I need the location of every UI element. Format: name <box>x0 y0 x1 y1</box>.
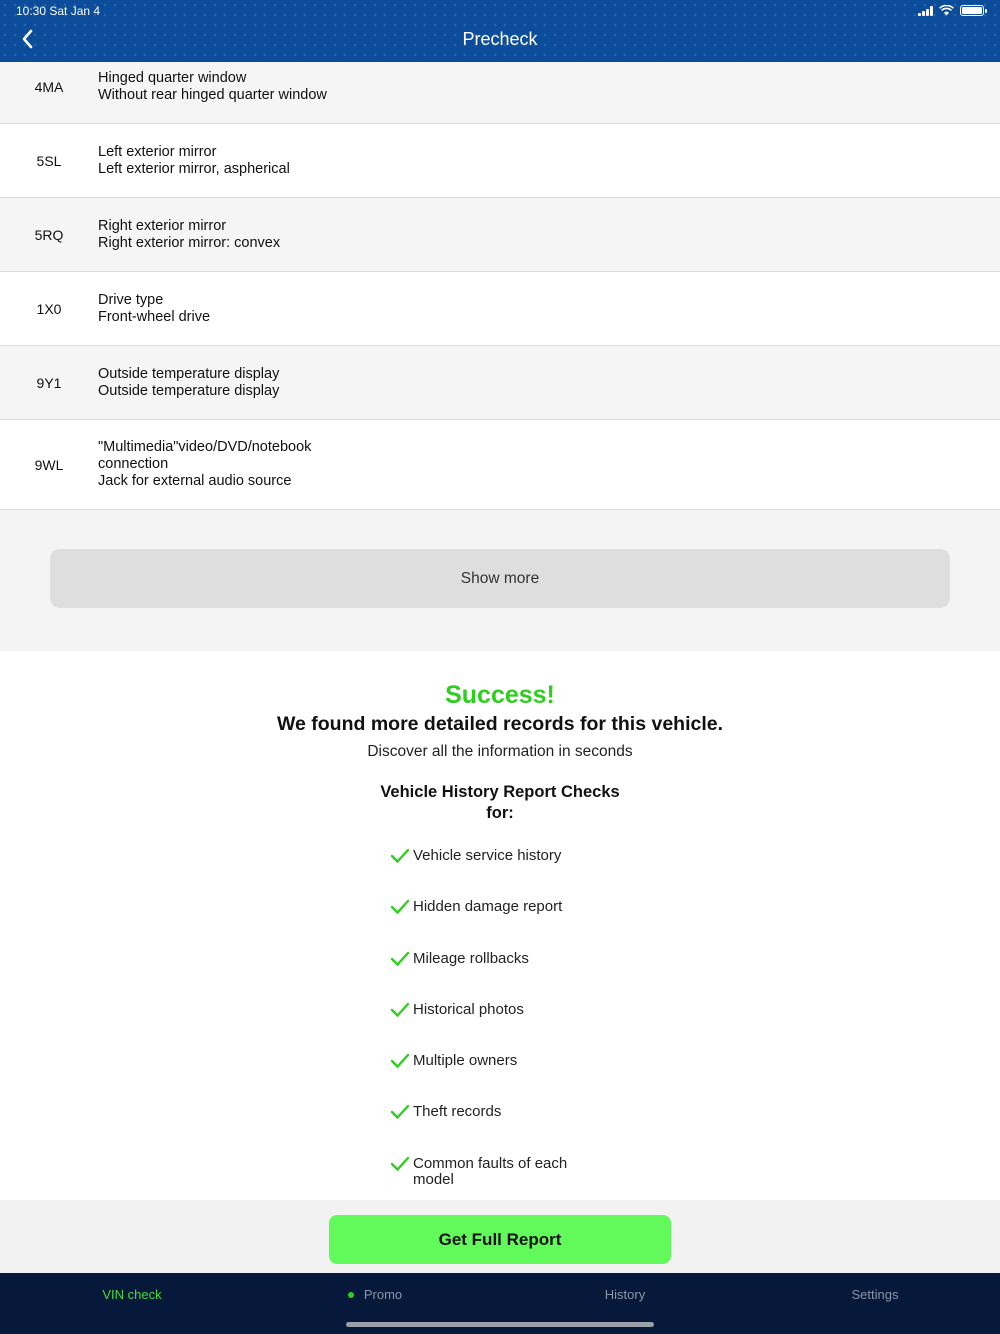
home-indicator <box>346 1322 654 1327</box>
promo-subtitle: Discover all the information in seconds <box>367 743 633 760</box>
option-category: Outside temperature display <box>98 365 280 382</box>
option-description <box>98 218 280 252</box>
wifi-icon <box>939 5 954 16</box>
checks-list <box>0 840 1000 1199</box>
option-code: 9Y1 <box>36 374 62 391</box>
option-value: connection <box>98 456 169 472</box>
show-more-section <box>0 510 1000 651</box>
check-item <box>0 1148 1000 1199</box>
option-value: Outside temperature display <box>98 382 280 399</box>
status-time: 10:30 Sat Jan 4 <box>16 4 101 18</box>
option-description <box>98 70 327 104</box>
check-item <box>0 840 1000 891</box>
tab-vin-check[interactable] <box>7 1287 257 1302</box>
option-category: Left exterior mirror <box>98 143 217 160</box>
option-code: 5RQ <box>34 226 64 243</box>
checkmark-icon <box>390 1156 410 1172</box>
checkmark-icon <box>390 899 410 915</box>
checkmark-icon <box>390 1002 410 1018</box>
tab-bar <box>0 1273 1000 1334</box>
option-category: "Multimedia"video/DVD/notebook <box>98 439 312 455</box>
main-content <box>0 62 1000 1200</box>
checkmark-icon <box>390 1053 410 1069</box>
tab-promo[interactable] <box>250 1287 500 1302</box>
cellular-signal-icon <box>918 6 933 16</box>
tab-settings[interactable] <box>750 1287 1000 1302</box>
option-description <box>98 439 311 490</box>
tab-label: VIN check <box>102 1287 162 1302</box>
check-label: Vehicle service history <box>413 847 562 864</box>
option-row <box>0 420 1000 510</box>
option-row <box>0 346 1000 420</box>
checkmark-icon <box>390 951 410 967</box>
check-label: Theft records <box>413 1103 502 1121</box>
tab-label: Promo <box>363 1287 403 1302</box>
option-row <box>0 124 1000 198</box>
notification-dot-icon <box>348 1292 354 1298</box>
option-code: 5SL <box>36 152 62 169</box>
option-code: 9WL <box>34 456 64 473</box>
option-category: Right exterior mirror <box>98 217 227 234</box>
option-description <box>98 292 210 326</box>
check-item <box>0 943 1000 994</box>
option-row <box>0 198 1000 272</box>
report-promo <box>0 651 1000 1200</box>
check-label: Multiple owners <box>413 1052 518 1070</box>
checks-title: Vehicle History Report Checks for: <box>380 783 620 822</box>
equipment-options-list <box>0 62 1000 510</box>
option-value: Jack for external audio source <box>98 473 292 489</box>
records-found-heading: We found more detailed records for this vehicle. <box>276 713 724 735</box>
checkmark-icon <box>390 1104 410 1120</box>
option-code: 1X0 <box>36 300 62 317</box>
option-description <box>98 366 279 400</box>
show-more-button[interactable]: Show more <box>50 549 950 608</box>
cta-bar <box>0 1200 1000 1273</box>
status-icons <box>918 5 984 16</box>
option-code: 4MA <box>34 79 64 95</box>
check-item <box>0 994 1000 1045</box>
check-label: Historical photos <box>413 1000 524 1018</box>
get-full-report-button[interactable]: Get Full Report <box>329 1215 671 1264</box>
option-category: Drive type <box>98 291 164 308</box>
option-description <box>98 144 290 178</box>
check-label: Mileage rollbacks <box>413 949 529 967</box>
option-value: Without rear hinged quarter window <box>98 87 327 103</box>
option-row <box>0 62 1000 124</box>
tab-history[interactable] <box>500 1287 750 1302</box>
option-value: Right exterior mirror: convex <box>98 234 281 251</box>
check-label: Common faults of each model <box>413 1154 568 1188</box>
check-item <box>0 1045 1000 1096</box>
status-bar <box>0 0 1000 22</box>
check-label: Hidden damage report <box>413 898 563 916</box>
checkmark-icon <box>390 848 410 864</box>
option-value: Front-wheel drive <box>98 308 211 325</box>
success-heading: Success! <box>445 681 555 709</box>
tab-label: History <box>604 1287 646 1302</box>
page-title: Precheck <box>462 29 538 49</box>
option-value: Left exterior mirror, aspherical <box>98 160 290 177</box>
option-category: Hinged quarter window <box>98 70 247 86</box>
battery-icon <box>960 5 984 16</box>
option-row <box>0 272 1000 346</box>
check-item <box>0 1096 1000 1147</box>
tab-label: Settings <box>851 1287 899 1302</box>
check-item <box>0 891 1000 942</box>
